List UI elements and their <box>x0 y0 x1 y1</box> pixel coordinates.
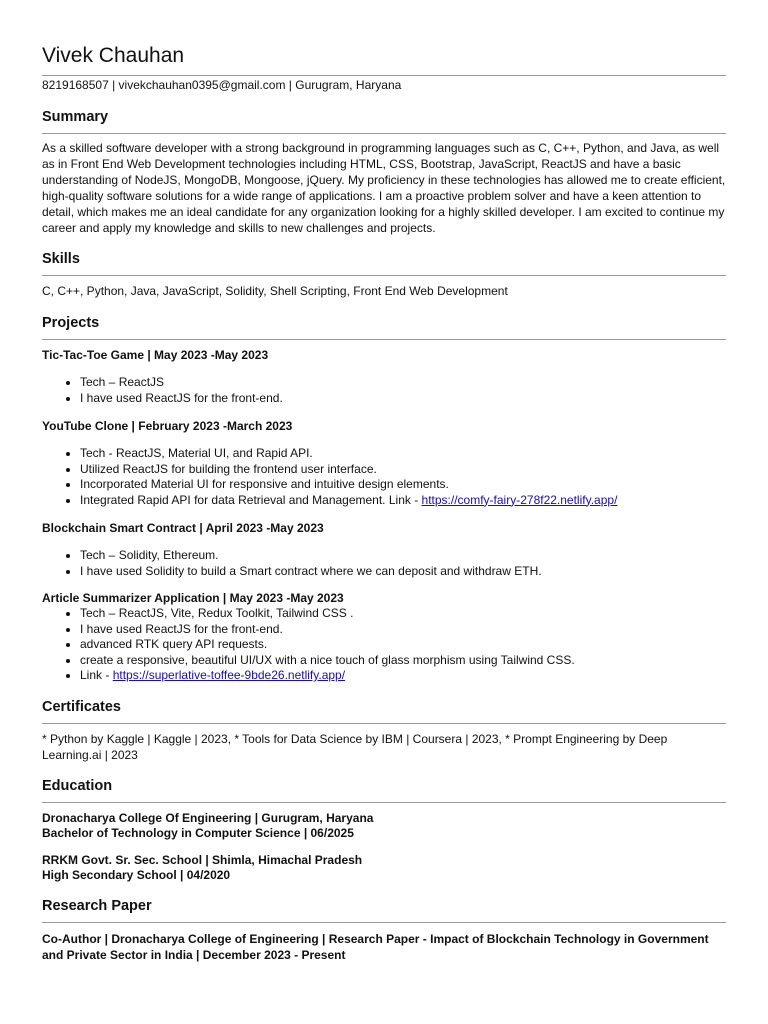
research-text: Co-Author | Dronacharya College of Engineering | Research Paper - Impact of Blockchain Technology in Government and Private Sector in India | December 2023 - Present <box>42 931 709 962</box>
list-item: • Utilized ReactJS for building the frontend user interface. <box>80 462 726 478</box>
list-item: • Tech - ReactJS, Material UI, and Rapid API. <box>80 446 726 462</box>
certificates-text: * Python by Kaggle | Kaggle | 2023, * Tools for Data Science by IBM | Coursera | 2023, * Prompt Engineering by Deep Learning.ai | 2023 <box>42 731 668 762</box>
project-tictactoe <box>42 348 726 406</box>
project-blockchain <box>42 521 726 579</box>
bullet-text: Integrated Rapid API for data Retrieval and Management. Link - <box>80 492 422 507</box>
list-item: • Tech – ReactJS <box>80 375 726 391</box>
certificates-heading: Certificates <box>42 698 121 715</box>
skills-divider <box>42 275 726 276</box>
list-item <box>80 493 726 509</box>
institution-line: Dronacharya College Of Engineering | Gurugram, Haryana <box>42 810 374 825</box>
list-item: • I have used Solidity to build a Smart contract where we can deposit and withdraw ETH. <box>80 564 726 580</box>
institution-line: RRKM Govt. Sr. Sec. School | Shimla, Himachal Pradesh <box>42 852 363 867</box>
project-title: Tic-Tac-Toe Game | May 2023 -May 2023 <box>42 348 269 362</box>
list-item: • Tech – Solidity, Ethereum. <box>80 548 726 564</box>
project-title: Blockchain Smart Contract | April 2023 -May 2023 <box>42 521 324 535</box>
project-title: YouTube Clone | February 2023 -March 2023 <box>42 419 293 433</box>
project-title: Article Summarizer Application | May 2023 -May 2023 <box>42 591 344 605</box>
list-item: • Tech – ReactJS, Vite, Redux Toolkit, Tailwind CSS . <box>80 606 726 622</box>
project-bullets <box>42 375 726 406</box>
degree-line: High Secondary School | 04/2020 <box>42 867 231 882</box>
degree-line: Bachelor of Technology in Computer Science | 06/2025 <box>42 825 354 840</box>
list-item: • I have used ReactJS for the front-end. <box>80 622 726 638</box>
project-bullets <box>42 548 726 579</box>
header-divider <box>42 75 726 76</box>
education-divider <box>42 802 726 803</box>
contact-line: 8219168507 | vivekchauhan0395@gmail.com | Gurugram, Haryana <box>42 78 402 92</box>
project-link[interactable]: https://comfy-fairy-278f22.netlify.app/ <box>421 492 618 507</box>
projects-heading: Projects <box>42 315 100 331</box>
list-item: • Incorporated Material UI for responsive and intuitive design elements. <box>80 477 726 493</box>
research-heading: Research Paper <box>42 897 152 914</box>
summary-divider <box>42 133 726 134</box>
list-item: • create a responsive, beautiful UI/UX with a nice touch of glass morphism using Tailwind CSS. <box>80 653 726 669</box>
summary-heading: Summary <box>42 109 109 125</box>
summary-text: As a skilled software developer with a strong background in programming languages such as C, C++, Python, and Java, as well as in Front End Web Development technologies including HTML, CSS, Bootstrap, JavaScript, ReactJS and have a basic understanding of NodeJS, MongoDB, Mongoose, jQuery. My proficiency in these technologies has allowed me to create efficient, high-quality software solutions for a wide range of applications. I am a proactive problem solver and have a keen attention to detail, which makes me an ideal candidate for any organization looking for a highly skilled developer. I am excited to continue my career and apply my knowledge and skills to new challenges and projects. <box>42 141 726 235</box>
research-divider <box>42 922 726 923</box>
projects-divider <box>42 339 726 340</box>
candidate-name: Vivek Chauhan <box>42 44 185 67</box>
project-youtube-clone <box>42 419 726 508</box>
project-bullets <box>42 446 726 508</box>
bullet-text: Link - <box>80 668 113 682</box>
list-item: • I have used ReactJS for the front-end. <box>80 391 726 407</box>
certificates-divider <box>42 723 726 724</box>
education-entry <box>42 811 726 841</box>
project-bullets <box>42 606 726 684</box>
education-heading: Education <box>42 777 113 794</box>
list-item: • advanced RTK query API requests. <box>80 637 726 653</box>
project-article-summarizer <box>42 591 726 684</box>
list-item <box>80 668 726 684</box>
project-link[interactable]: https://superlative-toffee-9bde26.netlify.app/ <box>112 668 346 682</box>
skills-text: C, C++, Python, Java, JavaScript, Solidity, Shell Scripting, Front End Web Development <box>42 284 508 298</box>
skills-heading: Skills <box>42 251 80 267</box>
education-entry <box>42 853 726 883</box>
